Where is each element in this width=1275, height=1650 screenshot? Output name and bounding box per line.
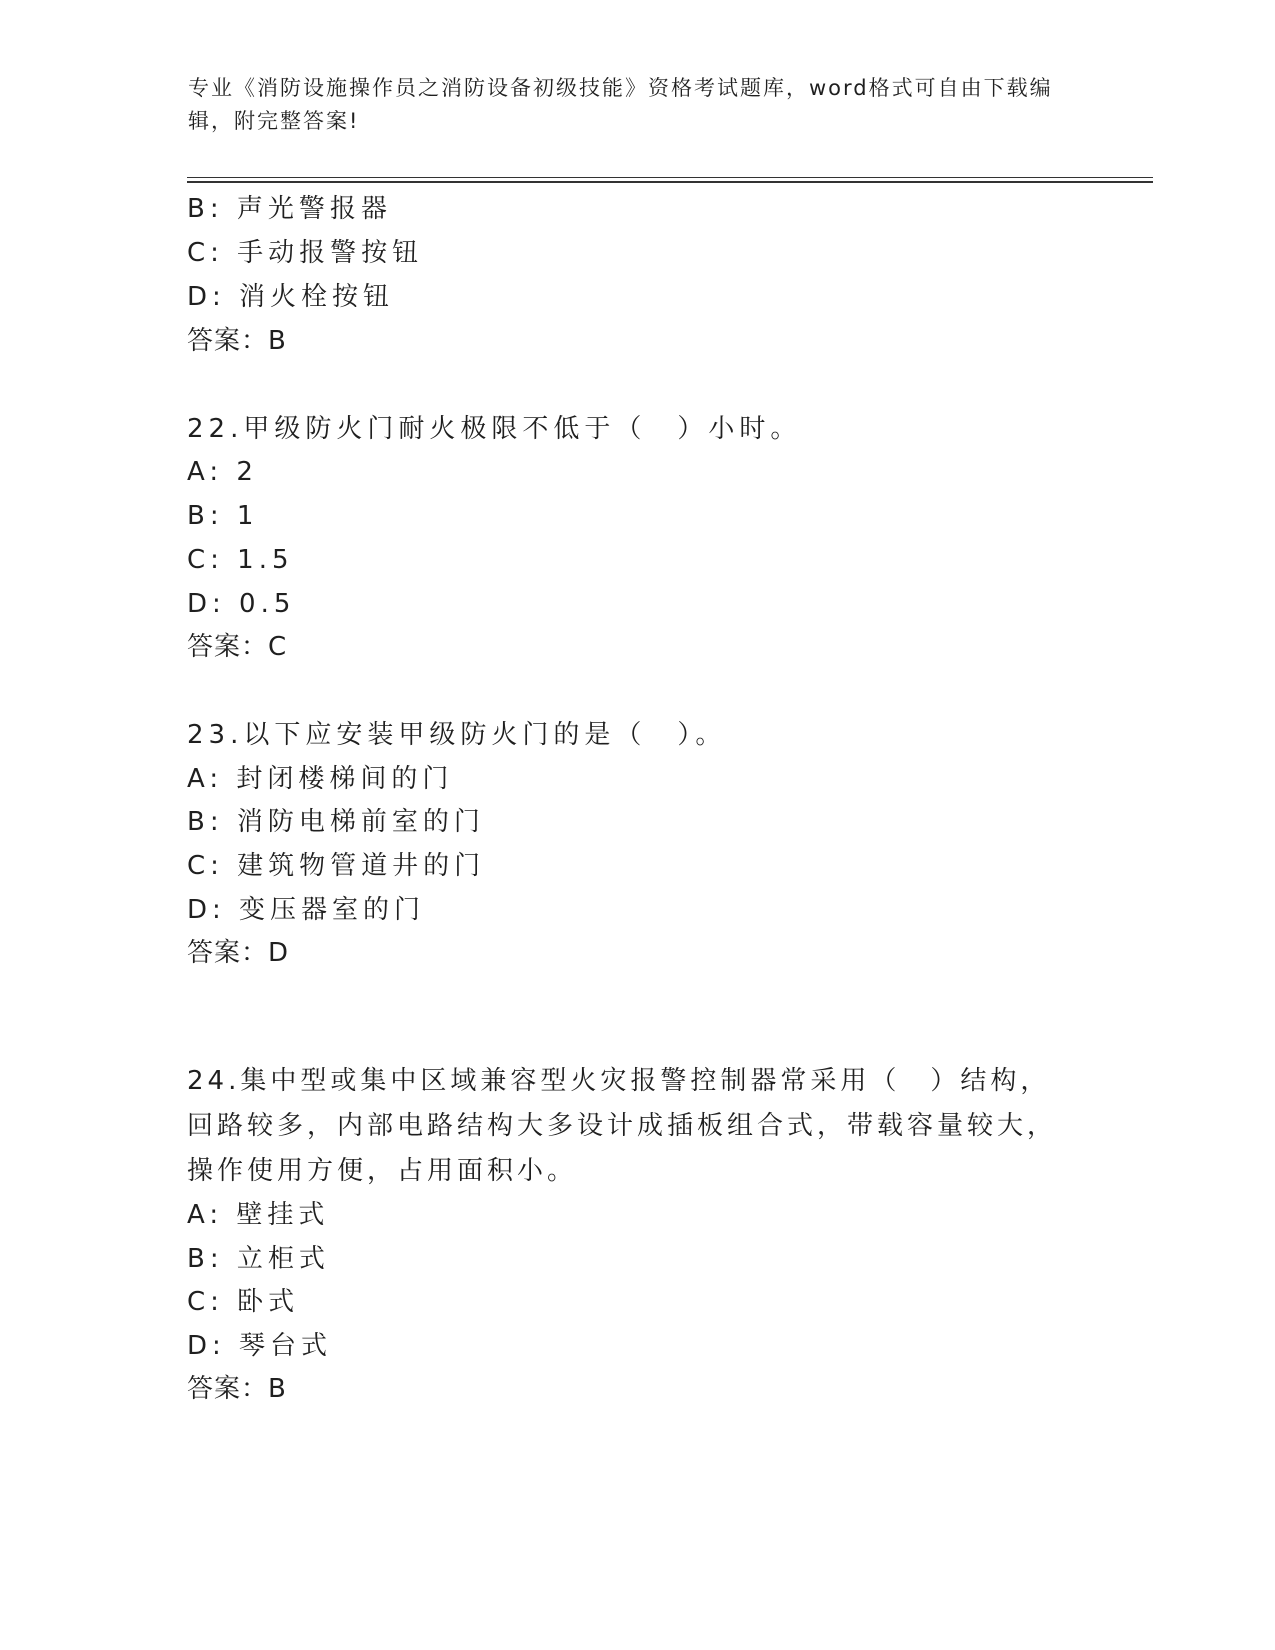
q22-answer: 答案：C bbox=[187, 632, 288, 662]
q21-answer: 答案：B bbox=[187, 326, 287, 356]
q21-option-c: C: 手动报警按钮 bbox=[187, 238, 424, 268]
q24-option-d: D: 琴台式 bbox=[187, 1331, 333, 1361]
q24-question: 24.集中型或集中区域兼容型火灾报警控制器常采用（ ）结构，回路较多，内部电路结构大多设计成插板组合式，带载容量较大，操作使用方便，占用面积小。 bbox=[187, 1066, 1058, 1186]
q23-answer: 答案：D bbox=[187, 938, 290, 968]
q22-option-c: C: 1.5 bbox=[187, 545, 294, 575]
q23-option-c: C: 建筑物管道井的门 bbox=[187, 851, 486, 881]
q21-option-b: B: 声光警报器 bbox=[187, 194, 392, 224]
q23-question: 23.以下应安装甲级防火门的是（ ）。 bbox=[187, 720, 727, 750]
q22-question: 22.甲级防火门耐火极限不低于（ ）小时。 bbox=[187, 414, 802, 444]
q21-option-d: D: 消火栓按钮 bbox=[187, 282, 395, 312]
q24-answer: 答案：B bbox=[187, 1374, 287, 1404]
q22-option-d: D: 0.5 bbox=[187, 589, 296, 619]
q24-option-c: C: 卧式 bbox=[187, 1287, 300, 1317]
q22-option-b: B: 1 bbox=[187, 501, 259, 531]
document-header: 专业《消防设施操作员之消防设备初级技能》资格考试题库，word格式可自由下载编辑，附完整答案! bbox=[188, 76, 1053, 133]
q23-option-d: D: 变压器室的门 bbox=[187, 895, 426, 925]
q23-option-a: A: 封闭楼梯间的门 bbox=[187, 764, 454, 794]
q24-option-a: A: 壁挂式 bbox=[187, 1200, 330, 1230]
q22-option-a: A: 2 bbox=[187, 457, 258, 487]
header-divider-thick bbox=[187, 181, 1153, 183]
q24-option-b: B: 立柜式 bbox=[187, 1244, 330, 1274]
q23-option-b: B: 消防电梯前室的门 bbox=[187, 807, 485, 837]
header-divider-thin bbox=[187, 177, 1153, 178]
